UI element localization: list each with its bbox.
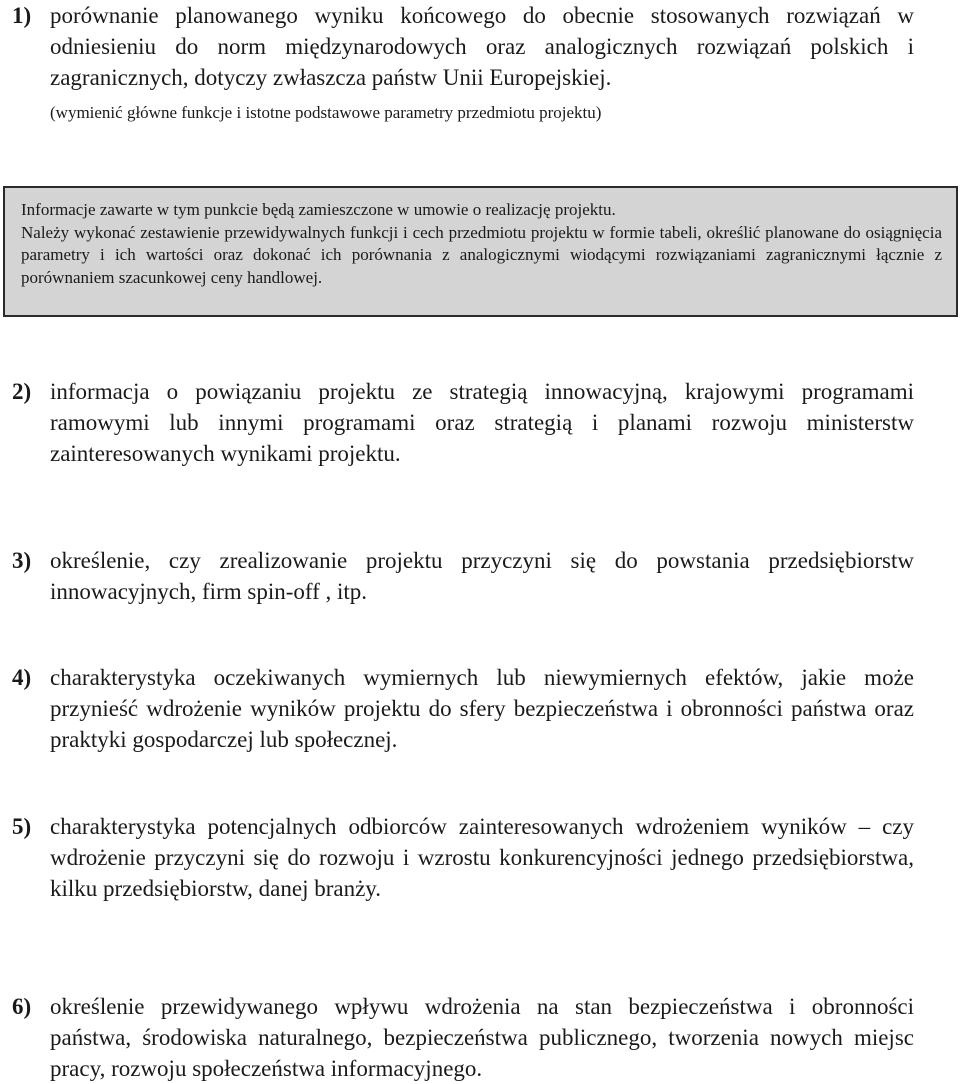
item-2 bbox=[0, 376, 960, 469]
item-3-text: określenie, czy zrealizowanie projektu przyczyni się do powstania przedsiębiorstw innowacyjnych, firm spin-off , itp. bbox=[50, 548, 914, 604]
item-3-number: 3) bbox=[12, 548, 32, 573]
item-2-text: informacja o powiązaniu projektu ze strategią innowacyjną, krajowymi programami ramowymi lub innymi programami oraz strategią i planami rozwoju ministerstw zainteresowanych wynikami projektu. bbox=[50, 379, 914, 466]
item-4-text: charakterystyka oczekiwanych wymiernych lub niewymiernych efektów, jakie może przynieść wdrożenie wyników projektu do sfery bezpieczeństwa i obronności państwa oraz praktyki gospodarczej lub społecznej. bbox=[50, 665, 914, 752]
item-1-text: porównanie planowanego wyniku końcowego do obecnie stosowanych rozwiązań w odniesieniu do norm międzynarodowych oraz analogicznych rozwiązań polskich i zagranicznych, dotyczy zwłaszcza państw Unii Europejskiej. bbox=[50, 3, 914, 90]
item-1-note: (wymienić główne funkcje i istotne podstawowe parametry przedmiotu projektu) bbox=[50, 103, 602, 122]
item-4-number: 4) bbox=[12, 665, 32, 690]
info-box-line-1: Informacje zawarte w tym punkcie będą zamieszczone w umowie o realizację projektu. bbox=[21, 200, 616, 219]
item-5-number: 5) bbox=[12, 814, 32, 839]
item-1 bbox=[0, 0, 960, 124]
item-6-text: określenie przewidywanego wpływu wdrożenia na stan bezpieczeństwa i obronności państwa, środowiska naturalnego, bezpieczeństwa publicznego, tworzenia nowych miejsc pracy, rozwoju społeczeństwa informacyjnego. bbox=[50, 994, 914, 1081]
item-1-number: 1) bbox=[12, 3, 32, 28]
item-5 bbox=[0, 811, 960, 904]
item-6-number: 6) bbox=[12, 994, 32, 1019]
item-2-number: 2) bbox=[12, 379, 32, 404]
item-3 bbox=[0, 545, 960, 607]
item-6 bbox=[0, 991, 960, 1084]
info-box bbox=[3, 186, 958, 317]
item-5-text: charakterystyka potencjalnych odbiorców zainteresowanych wdrożeniem wyników – czy wdrożenie przyczyni się do rozwoju i wzrostu konkurencyjności jednego przedsiębiorstwa, kilku przedsiębiorstw, danej branży. bbox=[50, 814, 914, 901]
item-4 bbox=[0, 662, 960, 755]
info-box-paragraph: Należy wykonać zestawienie przewidywalnych funkcji i cech przedmiotu projektu w formie tabeli, określić planowane do osiągnięcia parametry i ich wartości oraz dokonać ich porównania z analogicznymi wiodącymi rozwiązaniami zagranicznymi łącznie z porównaniem szacunkowej ceny handlowej. bbox=[21, 222, 942, 287]
